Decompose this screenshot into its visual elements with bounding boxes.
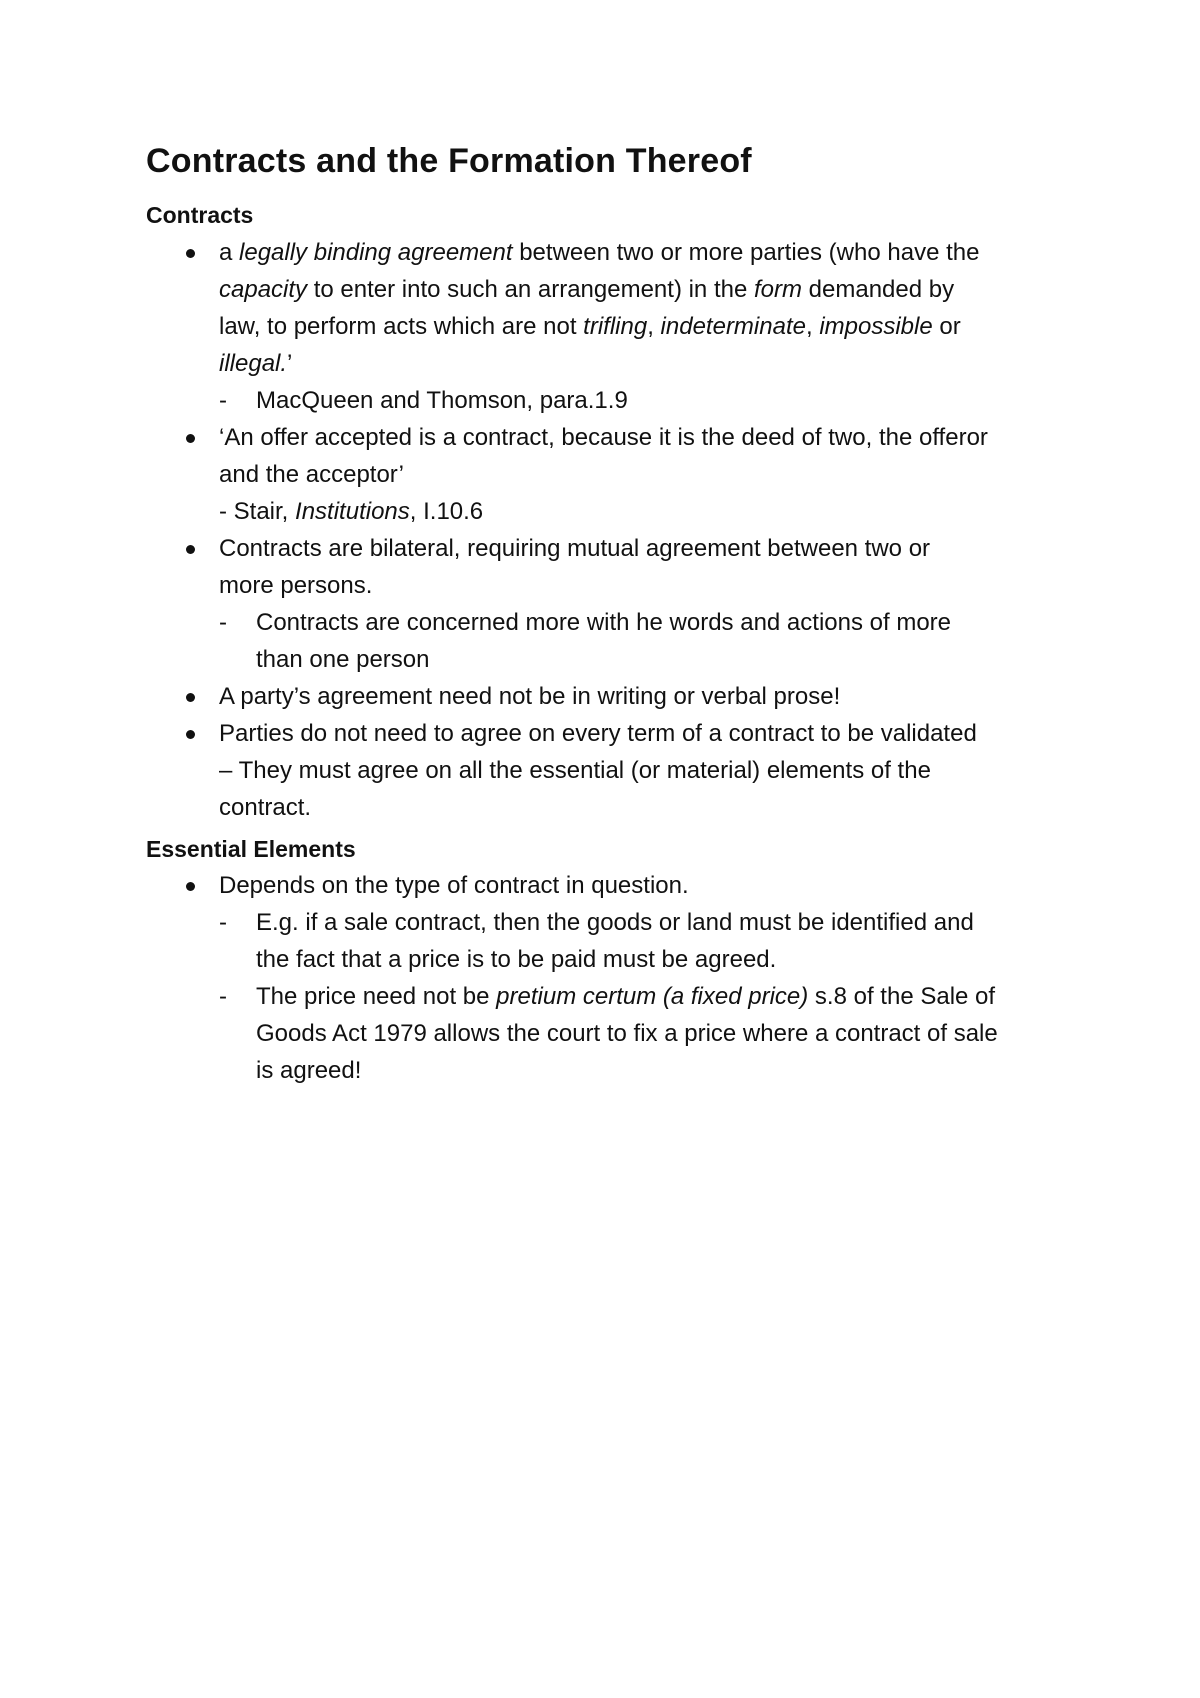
list-item-line: capacity to enter into such an arrangement) in the form demanded by xyxy=(219,276,955,303)
bullet-icon xyxy=(186,693,195,702)
section-heading-contracts: Contracts xyxy=(146,202,254,228)
italic-term: Institutions xyxy=(295,498,410,525)
italic-term: impossible xyxy=(819,313,933,340)
italic-term: pretium certum (a fixed price) xyxy=(496,983,809,1010)
list-item-line: and the acceptor’ xyxy=(219,461,405,488)
sub-item-line: the fact that a price is to be paid must be agreed. xyxy=(256,946,777,973)
list-item-line: ‘An offer accepted is a contract, because it is the deed of two, the offeror xyxy=(219,424,988,451)
sub-item-line: than one person xyxy=(256,646,430,673)
italic-term: form xyxy=(753,276,802,303)
dash-marker: - xyxy=(219,609,227,636)
sub-item-line: The price need not be pretium certum (a fixed price) s.8 of the Sale of xyxy=(256,983,996,1010)
italic-term: trifling xyxy=(583,313,648,340)
dash-marker: - xyxy=(219,983,227,1010)
italic-term: capacity xyxy=(219,276,308,303)
citation-line: - Stair, Institutions, I.10.6 xyxy=(219,498,484,525)
dash-marker: - xyxy=(219,909,227,936)
dash-marker: - xyxy=(219,387,227,414)
list-item-line: contract. xyxy=(219,794,312,821)
italic-term: legally binding agreement xyxy=(239,239,513,266)
bullet-icon xyxy=(186,730,195,739)
bullet-icon xyxy=(186,545,195,554)
bullet-icon xyxy=(186,249,195,258)
sub-item-line: Goods Act 1979 allows the court to fix a price where a contract of sale xyxy=(256,1020,998,1047)
list-item-line: a legally binding agreement between two or more parties (who have the xyxy=(219,239,980,266)
section-heading-essential-elements: Essential Elements xyxy=(146,836,356,862)
citation-line: MacQueen and Thomson, para.1.9 xyxy=(256,387,628,414)
sub-item-line: Contracts are concerned more with he words and actions of more xyxy=(256,609,952,636)
list-item-line: – They must agree on all the essential (or material) elements of the xyxy=(219,757,931,784)
italic-term: illegal. xyxy=(219,350,288,377)
list-item-line: Depends on the type of contract in question. xyxy=(219,872,689,899)
sub-item-line: is agreed! xyxy=(256,1057,362,1084)
italic-term: indeterminate xyxy=(660,313,806,340)
list-item-line: Contracts are bilateral, requiring mutual agreement between two or xyxy=(219,535,931,562)
bullet-icon xyxy=(186,434,195,443)
list-item-line: Parties do not need to agree on every term of a contract to be validated xyxy=(219,720,977,747)
list-item-line: law, to perform acts which are not trifling, indeterminate, impossible or xyxy=(219,313,961,340)
list-item-line: more persons. xyxy=(219,572,373,599)
list-item-line: A party’s agreement need not be in writing or verbal prose! xyxy=(219,683,841,710)
list-item-line: illegal.’ xyxy=(219,350,293,377)
bullet-icon xyxy=(186,882,195,891)
sub-item-line: E.g. if a sale contract, then the goods or land must be identified and xyxy=(256,909,974,936)
document-title: Contracts and the Formation Thereof xyxy=(146,142,752,180)
